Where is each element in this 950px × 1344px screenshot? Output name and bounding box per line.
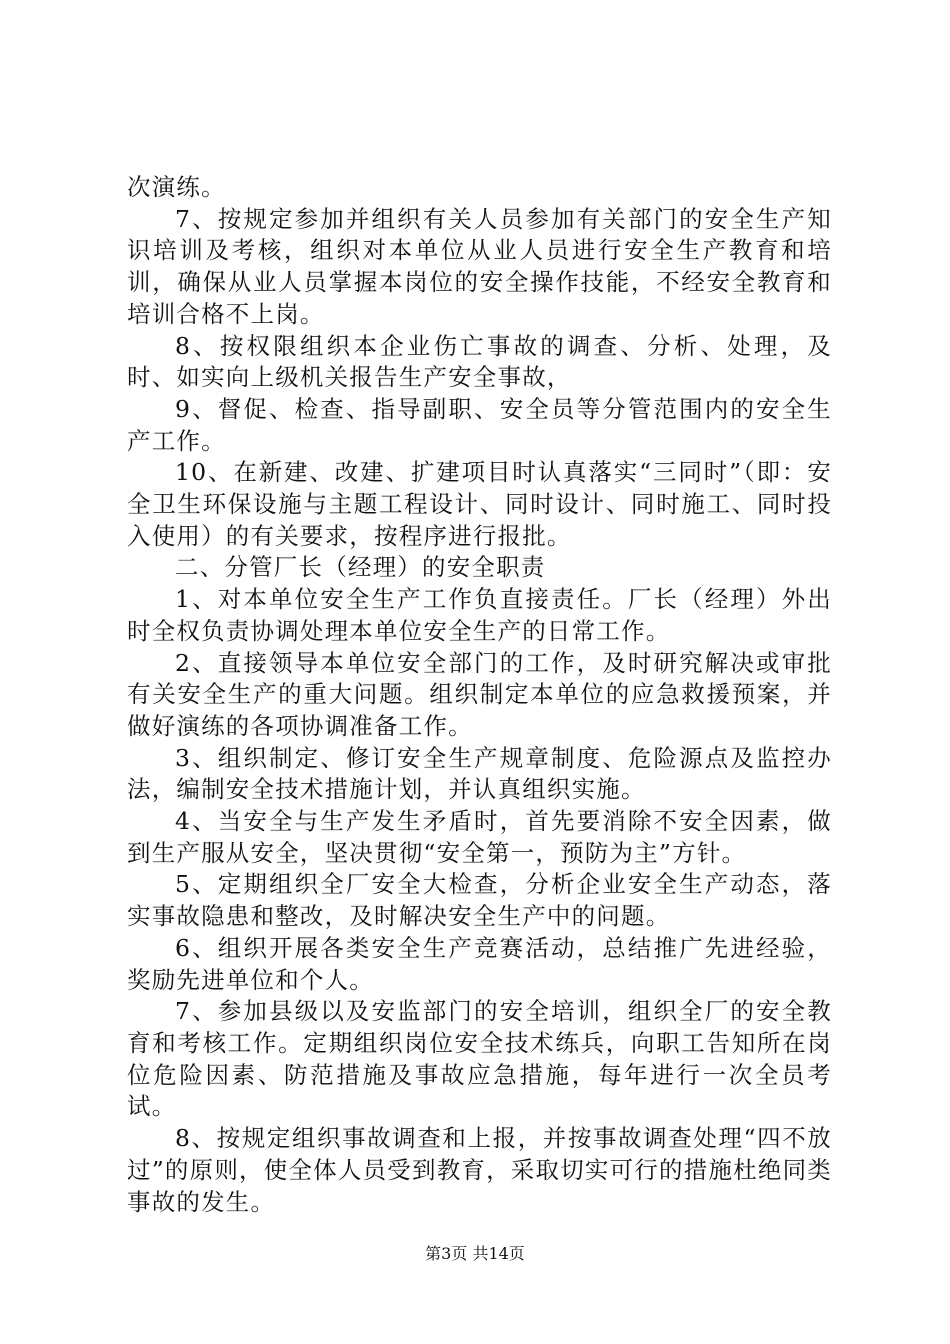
paragraph: 6、组织开展各类安全生产竞赛活动，总结推广先进经验，奖励先进单位和个人。 bbox=[127, 933, 832, 994]
paragraph: 8、按规定组织事故调查和上报，并按事故调查处理“四不放过”的原则，使全体人员受到教育，采取切实可行的措施杜绝同类事故的发生。 bbox=[127, 1124, 832, 1216]
document-body bbox=[127, 172, 832, 1218]
paragraph: 7、参加县级以及安监部门的安全培训，组织全厂的安全教育和考核工作。定期组织岗位安全技术练兵，向职工告知所在岗位危险因素、防范措施及事故应急措施，每年进行一次全员考试。 bbox=[127, 997, 832, 1121]
paragraph: 9、督促、检查、指导副职、安全员等分管范围内的安全生产工作。 bbox=[127, 394, 832, 455]
paragraph: 4、当安全与生产发生矛盾时，首先要消除不安全因素，做到生产服从安全，坚决贯彻“安全第一，预防为主”方针。 bbox=[127, 807, 832, 867]
paragraph: 7、按规定参加并组织有关人员参加有关部门的安全生产知识培训及考核，组织对本单位从业人员进行安全生产教育和培训，确保从业人员掌握本岗位的安全操作技能，不经安全教育和培训合格不上岗。 bbox=[127, 204, 832, 328]
paragraph: 2、直接领导本单位安全部门的工作，及时研究解决或审批有关安全生产的重大问题。组织制定本单位的应急救援预案，并做好演练的各项协调准备工作。 bbox=[127, 648, 832, 740]
paragraph: 次演练。 bbox=[127, 173, 226, 201]
page-number-label: 第3页 共14页 bbox=[425, 1244, 525, 1263]
paragraph: 1、对本单位安全生产工作负直接责任。厂长（经理）外出时全权负责协调处理本单位安全生产的日常工作。 bbox=[127, 585, 832, 645]
paragraph: 5、定期组织全厂安全大检查，分析企业安全生产动态，落实事故隐患和整改，及时解决安全生产中的问题。 bbox=[127, 870, 832, 931]
paragraph: 10、在新建、改建、扩建项目时认真落实“三同时”（即：安全卫生环保设施与主题工程设计、同时设计、同时施工、同时投入使用）的有关要求，按程序进行报批。 bbox=[127, 458, 832, 550]
paragraph: 3、组织制定、修订安全生产规章制度、危险源点及监控办法，编制安全技术措施计划，并认真组织实施。 bbox=[127, 743, 832, 804]
paragraph: 8、按权限组织本企业伤亡事故的调查、分析、处理，及时、如实向上级机关报告生产安全事故， bbox=[127, 331, 832, 392]
page-footer bbox=[0, 1244, 950, 1264]
section-heading: 二、分管厂长（经理）的安全职责 bbox=[175, 553, 546, 582]
